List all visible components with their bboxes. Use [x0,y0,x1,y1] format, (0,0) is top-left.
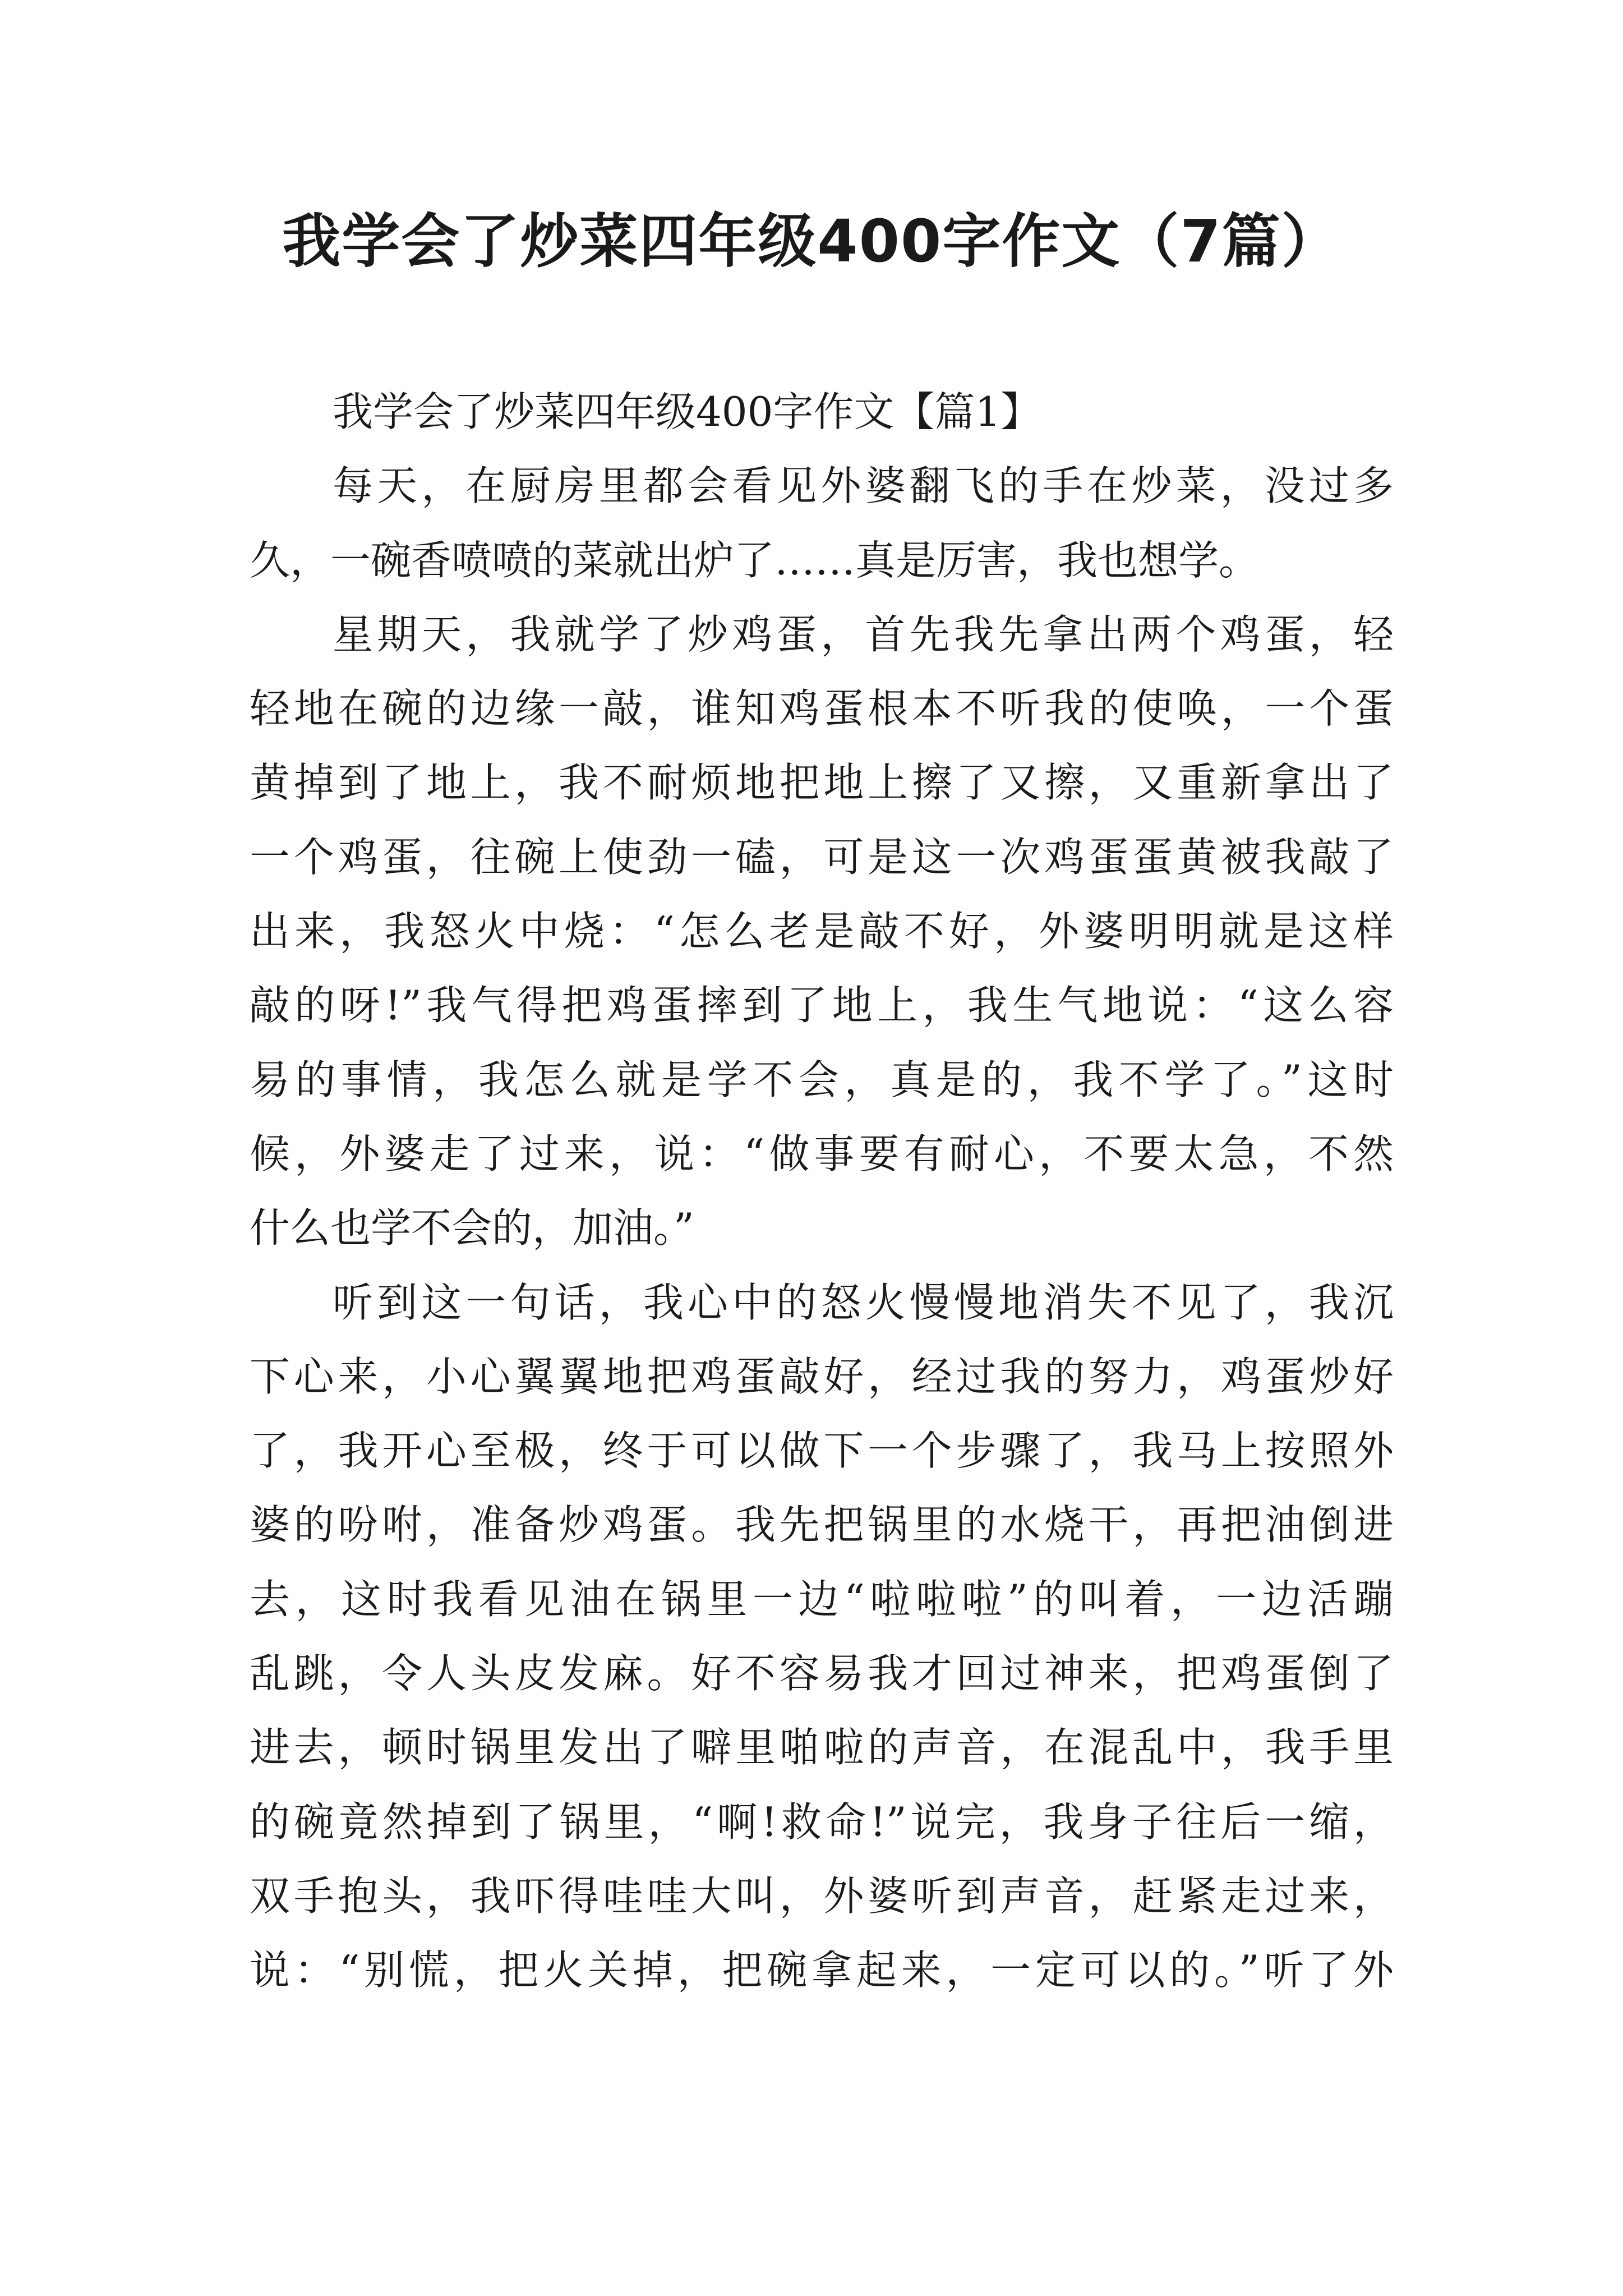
document-title: 我学会了炒菜四年级400字作文（7篇） [282,207,1341,275]
text-line: 说：“别慌，把火关掉，把碗拿起来，一定可以的。”听了外 [250,1947,1394,1994]
text-line: 每天，在厨房里都会看见外婆翻飞的手在炒菜，没过多 [333,462,1394,510]
text-line: 下心来，小心翼翼地把鸡蛋敲好，经过我的努力，鸡蛋炒好 [250,1352,1394,1400]
text-line: 双手抱头，我吓得哇哇大叫，外婆听到声音，赶紧走过来， [250,1872,1394,1920]
text-line: 婆的吩咐，准备炒鸡蛋。我先把锅里的水烧干，再把油倒进 [250,1501,1394,1549]
text-line: 易的事情，我怎么就是学不会，真是的，我不学了。”这时 [250,1056,1394,1103]
text-line: 黄掉到了地上，我不耐烦地把地上擦了又擦，又重新拿出了 [250,759,1394,807]
text-line: 候，外婆走了过来，说：“做事要有耐心，不要太急，不然 [250,1130,1394,1177]
text-line: 去，这时我看见油在锅里一边“啦啦啦”的叫着，一边活蹦 [250,1575,1394,1623]
document-body [250,375,1394,2008]
text-line: 进去，顿时锅里发出了噼里啪啦的声音，在混乱中，我手里 [250,1724,1394,1772]
text-line: 的碗竟然掉到了锅里，“啊!救命!”说完，我身子往后一缩， [250,1798,1394,1846]
text-line: 出来，我怒火中烧：“怎么老是敲不好，外婆明明就是这样 [250,908,1394,955]
text-line: 了，我开心至极，终于可以做下一个步骤了，我马上按照外 [250,1427,1394,1475]
text-line: 星期天，我就学了炒鸡蛋，首先我先拿出两个鸡蛋，轻 [333,610,1394,658]
text-line: 听到这一句话，我心中的怒火慢慢地消失不见了，我沉 [333,1278,1394,1326]
text-line: 轻地在碗的边缘一敲，谁知鸡蛋根本不听我的使唤，一个蛋 [250,685,1394,733]
text-line: 乱跳，令人头皮发麻。好不容易我才回过神来，把鸡蛋倒了 [250,1650,1394,1697]
text-line: 我学会了炒菜四年级400字作文【篇1】 [333,388,1041,435]
text-line: 敲的呀!”我气得把鸡蛋摔到了地上，我生气地说：“这么容 [250,982,1394,1029]
text-line: 久，一碗香喷喷的菜就出炉了……真是厉害，我也想学。 [250,536,1260,584]
text-line: 什么也学不会的，加油。” [250,1204,694,1252]
text-line: 一个鸡蛋，往碗上使劲一磕，可是这一次鸡蛋蛋黄被我敲了 [250,833,1394,881]
